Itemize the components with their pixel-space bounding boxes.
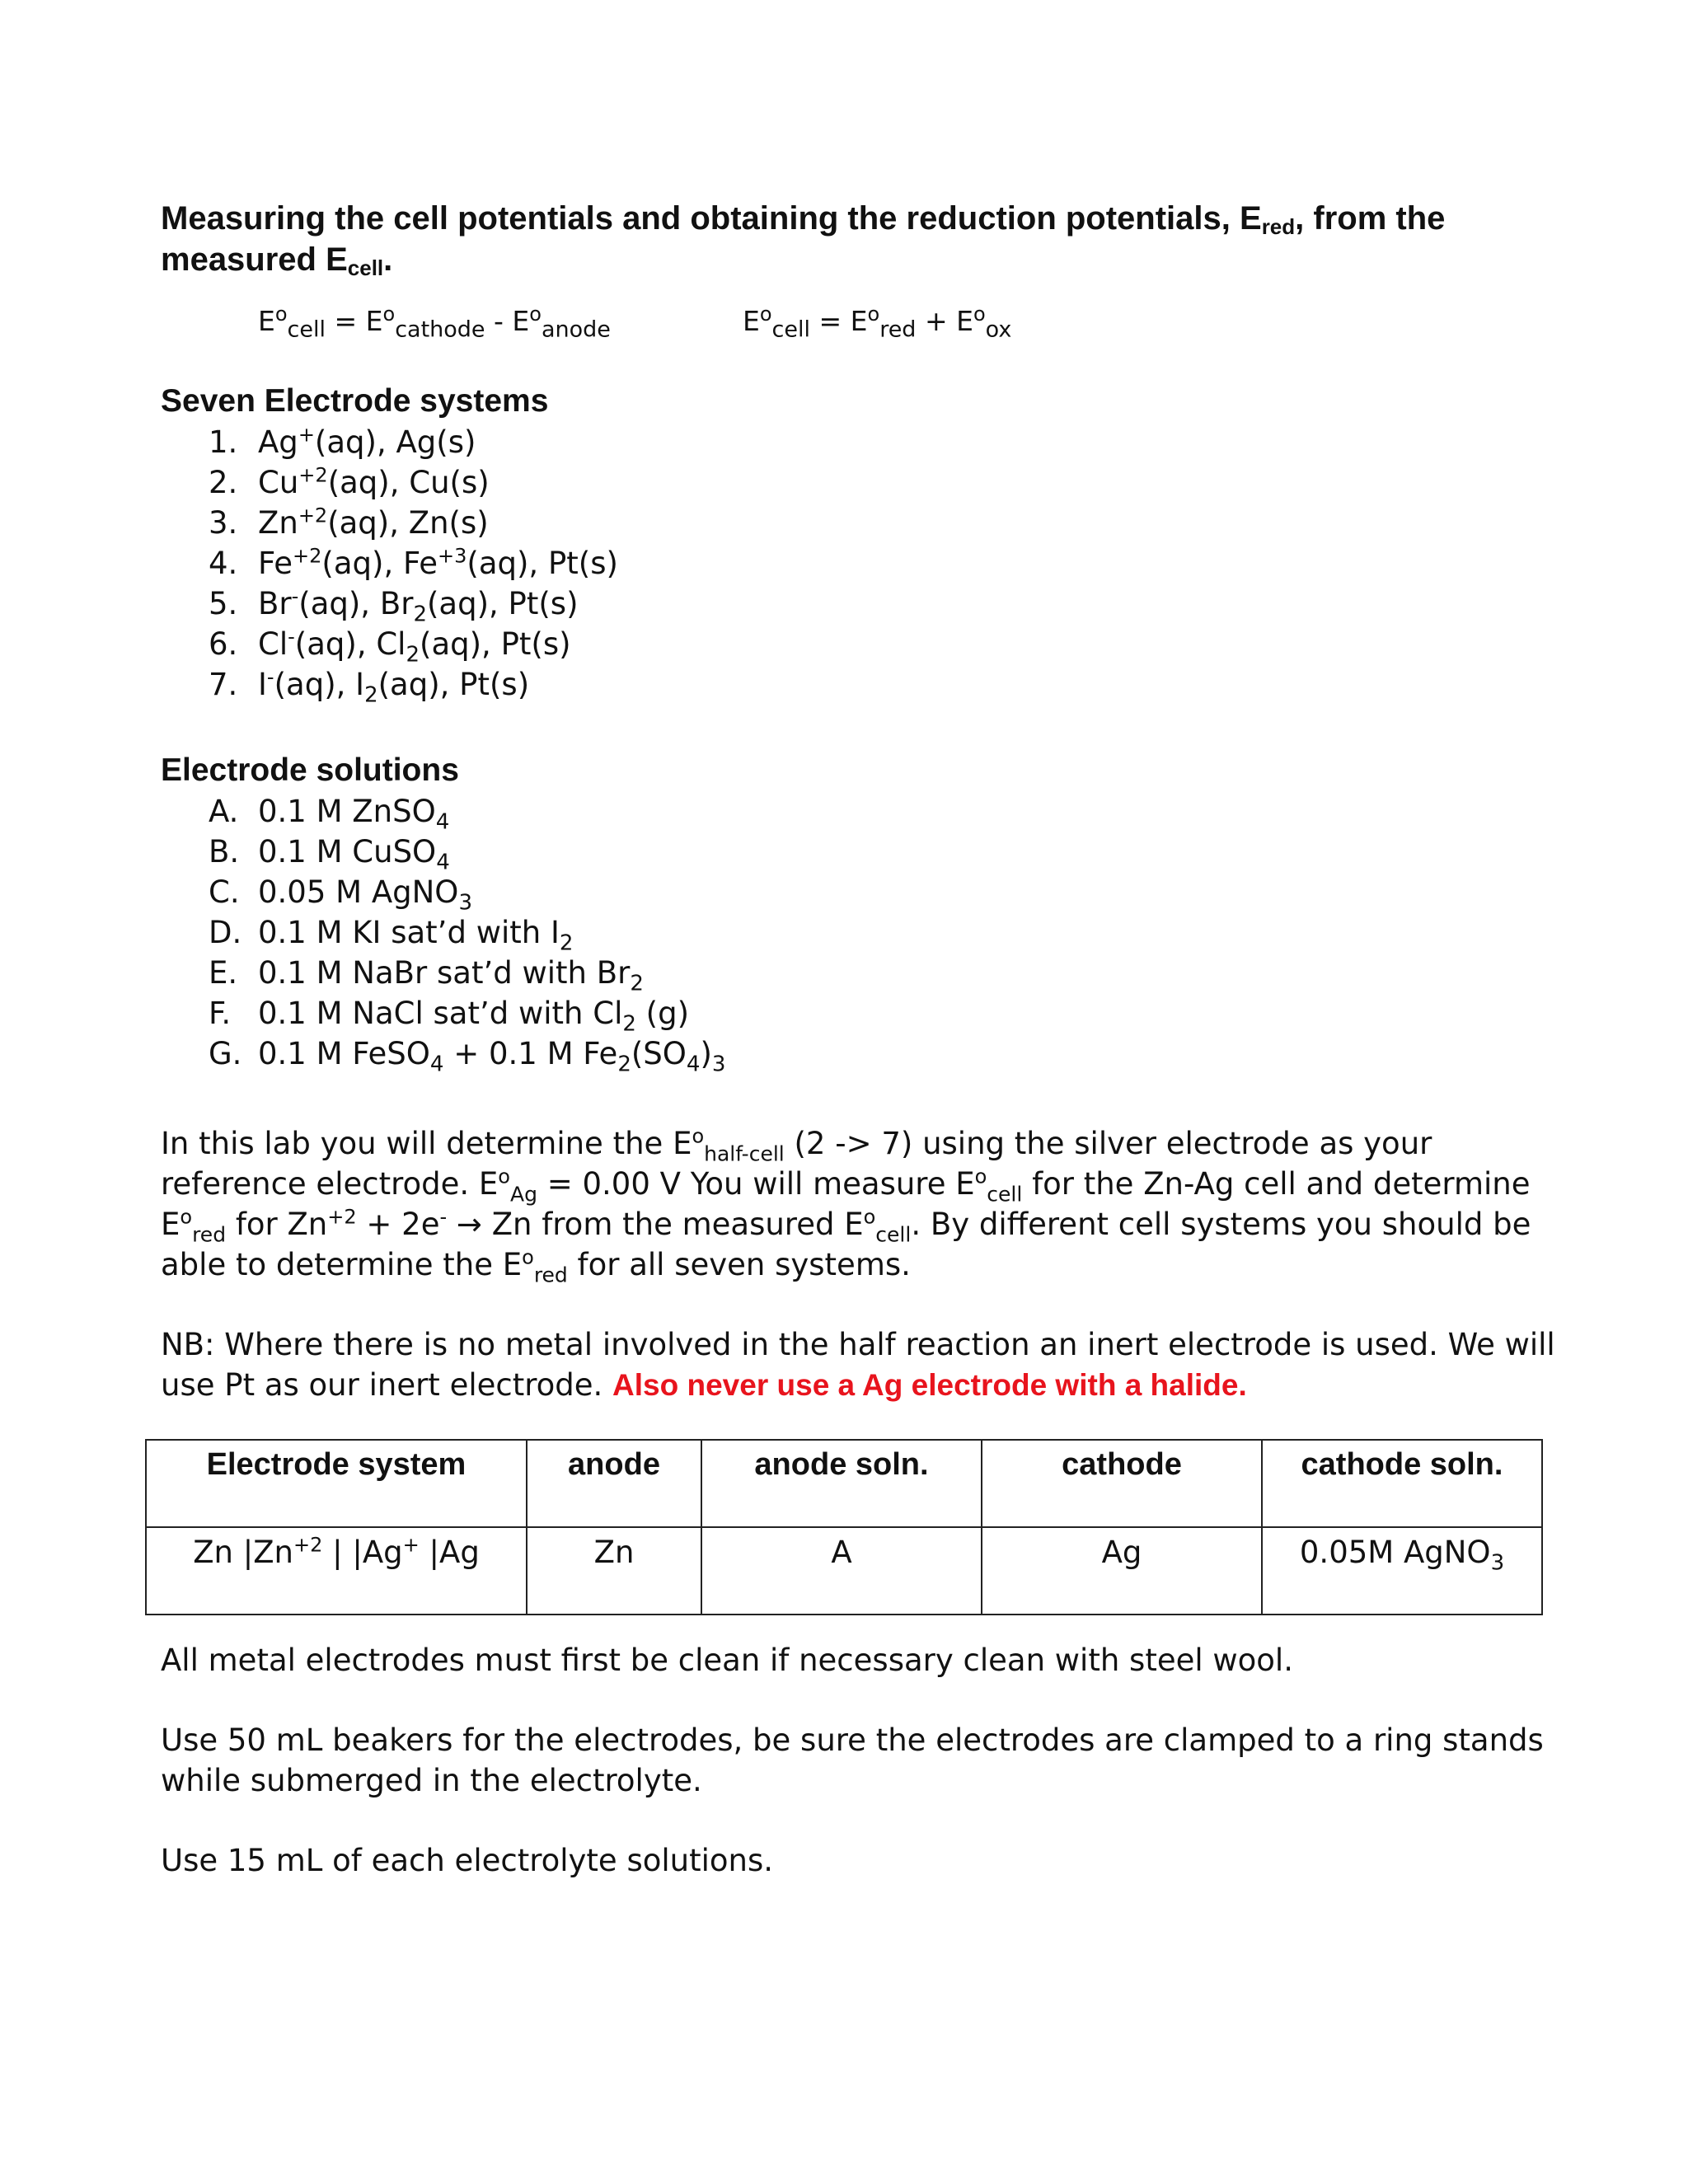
list-item: C. 0.05 M AgNO$_3$ (209, 874, 472, 916)
table-row (146, 1527, 1542, 1615)
note-paragraph (161, 1324, 1562, 1405)
header-anode-soln: anode soln. (701, 1440, 982, 1527)
document-page (161, 198, 1562, 1405)
header-anode: anode (527, 1440, 701, 1527)
cell-cathode: Ag (982, 1527, 1262, 1615)
list-item: 5. Br-(aq), $Br_2(aq)$, Pt(s) (209, 584, 579, 627)
instructions-section (161, 1640, 1562, 1881)
header-cathode-soln: cathode soln. (1262, 1440, 1542, 1527)
formula-cathode-anode: $E^o_{cell} = E^o_{cathode} - E^o_{anode}$ (258, 302, 611, 343)
header-cathode: cathode (982, 1440, 1262, 1527)
title-text: Measuring the cell potentials and obtaining the reduction potentials, E (161, 200, 1262, 237)
cell-setup-table (145, 1439, 1543, 1615)
cell-anode: Zn (527, 1527, 701, 1615)
list-item: A. 0.1 M ZnSO$_4$ (209, 794, 450, 835)
formula-red-ox: $E^o_{cell} = E^o_{red} + E^o_{ox}$ (743, 302, 1012, 343)
list-item: 7. I-(aq), $I_2(aq)$, Pt(s) (209, 665, 530, 708)
electrode-systems-list (161, 422, 1562, 708)
title-subscript: cell (347, 255, 384, 280)
list-item: 3. $Zn^{+2}(aq)$, Zn(s) (209, 504, 489, 541)
cell-cathode-soln: 0.05M AgNO$_3$ (1262, 1527, 1542, 1615)
list-item: 6. Cl-(aq), $Cl_2(aq)$, Pt(s) (209, 625, 571, 668)
title-subscript: red (1261, 214, 1296, 239)
list-item: 1. Ag+(aq), Ag(s) (209, 423, 476, 460)
halide-warning: Also never use a Ag electrode with a halide. (612, 1368, 1247, 1402)
table-header-row (146, 1440, 1542, 1527)
title-text: . (383, 241, 393, 278)
list-item: G. 0.1 M FeSO$_4$ + 0.1 M $Fe_2(SO_4)_3$ (209, 1036, 726, 1077)
instruction-beakers: Use 50 mL beakers for the electrodes, be sure the electrodes are clamped to a ring stands while submerged in the electrolyte. (161, 1722, 1544, 1798)
list-item: B. 0.1 M CuSO$_4$ (209, 834, 450, 875)
list-item: D. 0.1 M KI sat’d with $I_2$ (209, 915, 574, 956)
header-electrode-system: Electrode system (146, 1440, 527, 1527)
page-title (161, 198, 1562, 280)
instruction-clean-electrodes: All metal electrodes must first be clean if necessary clean with steel wool. (161, 1643, 1293, 1678)
list-item: E. 0.1 M NaBr sat’d with $Br_2$ (209, 955, 644, 996)
intro-paragraph: In this lab you will determine the $E^o_{half-cell}$ (2 -> 7) using the silver electrode as your reference electrode. $E^o_{Ag} = 0.00$ V You will measure $E^o_{cell}$ for the Zn-Ag cell and determine $E^o_{red}$ for $Zn^{+2} + 2e^- \to Zn$ from the measured $E^o_{cell}$. By different cell systems you should be able to determine the $E^o_{red}$ for all seven systems. (161, 1124, 1531, 1287)
electrode-solutions-list (161, 791, 1562, 1077)
note-text: NB: Where there is no metal involved in the half reaction an inert electrode is used. We will use Pt as our inert electrode. (161, 1327, 1555, 1403)
electrode-systems-heading: Seven Electrode systems (161, 383, 549, 419)
list-item: F. 0.1 M NaCl sat’d with $Cl_2$ (g) (209, 996, 690, 1037)
cell-setup-table-wrapper (145, 1439, 1543, 1615)
title-text: , from the (1295, 200, 1446, 237)
title-text: measured E (161, 241, 348, 278)
electrode-solutions-heading: Electrode solutions (161, 752, 459, 788)
cell-anode-soln: A (701, 1527, 982, 1615)
list-item: 2. $Cu^{+2}(aq)$, Cu(s) (209, 463, 490, 500)
list-item: 4. $Fe^{+2}(aq)$, $Fe^{+3}(aq)$, Pt(s) (209, 544, 618, 581)
cell-electrode-system: Zn $|Zn^{+2}$ | |Ag+ |Ag (146, 1527, 527, 1615)
instruction-volume: Use 15 mL of each electrolyte solutions. (161, 1843, 774, 1878)
cell-potential-formulas (258, 302, 1562, 363)
